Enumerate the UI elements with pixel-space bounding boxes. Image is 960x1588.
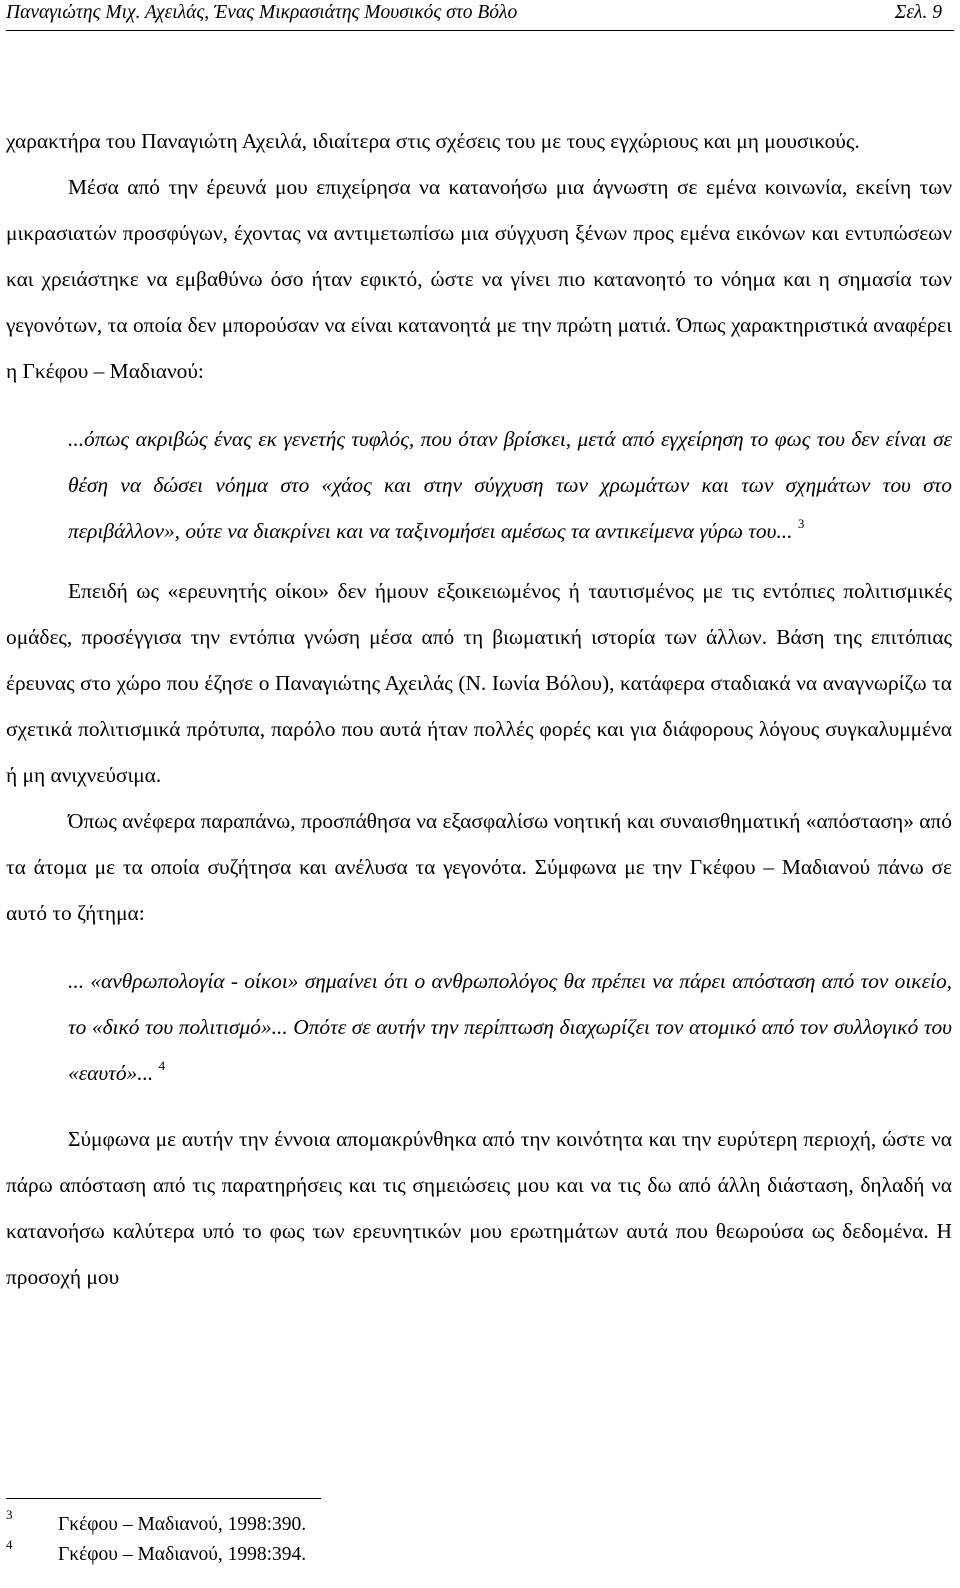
paragraph-continued: χαρακτήρα του Παναγιώτη Αχειλά, ιδιαίτερα στις σχέσεις του με τους εγχώριους και μη μουσικούς.: [6, 129, 860, 153]
page-number: Σελ. 9: [894, 2, 942, 23]
footnote-text: Γκέφου – Μαδιανού, 1998:390.: [58, 1514, 307, 1535]
footnote-text: Γκέφου – Μαδιανού, 1998:394.: [58, 1544, 307, 1565]
quote-text: ...όπως ακριβώς ένας εκ γενετής τυφλός, που όταν βρίσκει, μετά από εγχείρηση το φως του δεν είναι σε θέση να δώσει νόημα στο «χάος και στην σύγχυση των χρωμάτων και των σχημάτων του στο περιβάλλον», ούτε να διακρίνει και να ταξινομήσει αμέσως τα αντικείμενα γύρω του...: [68, 427, 952, 543]
paragraph: Επειδή ως «ερευνητής οίκοι» δεν ήμουν εξοικειωμένος ή ταυτισμένος με τις εντόπιες πολιτισμικές ομάδες, προσέγγισα την εντόπια γνώση μέσα από τη βιωματική ιστορία των άλλων. Βάση της επιτόπιας έρευνας στο χώρο που έζησε ο Παναγιώτης Αχειλάς (Ν. Ιωνία Βόλου), κατάφερα σταδιακά να αναγνωρίζω τα σχετικά πολιτισμικά πρότυπα, παρόλο που αυτά ήταν πολλές φορές και για διάφορους λόγους συγκαλυμμένα ή μη ανιχνεύσιμα.: [6, 579, 952, 787]
paragraph: Όπως ανέφερα παραπάνω, προσπάθησα να εξασφαλίσω νοητική και συναισθηματική «απόσταση» από τα άτομα με τα οποία συζήτησα και ανέλυσα τα γεγονότα. Σύμφωνα με την Γκέφου – Μαδιανού πάνω σε αυτό το ζήτημα:: [6, 809, 952, 925]
paragraph: Σύμφωνα με αυτήν την έννοια απομακρύνθηκα από την κοινότητα και την ευρύτερη περιοχή, ώστε να πάρω απόσταση από τις παρατηρήσεις και τις σημειώσεις μου και να τις δω από άλλη διάσταση, δηλαδή να κατανοήσω καλύτερα υπό το φως των ερευνητικών μου ερωτημάτων αυτά που θεωρούσα ως δεδομένα. Η προσοχή μου: [6, 1127, 952, 1289]
block-quote: [6, 416, 952, 554]
footnote: [6, 1506, 952, 1536]
footnote-ref[interactable]: 4: [158, 1058, 166, 1073]
document-body: [6, 118, 952, 1300]
footnote-ref[interactable]: 3: [797, 516, 805, 531]
running-title: Παναγιώτης Μιχ. Αχειλάς, Ένας Μικρασιάτης Μουσικός στο Βόλο: [6, 2, 518, 23]
footnote-number: 3: [6, 1507, 13, 1522]
block-quote: [6, 958, 952, 1096]
footnote-number: 4: [6, 1537, 13, 1552]
footnote-separator: [6, 1498, 321, 1499]
paragraph: Μέσα από την έρευνά μου επιχείρησα να κατανοήσω μια άγνωστη σε εμένα κοινωνία, εκείνη των μικρασιατών προσφύγων, έχοντας να αντιμετωπίσω μια σύγχυση ξένων προς εμένα εικόνων και εντυπώσεων και χρειάστηκε να εμβαθύνω όσο ήταν εφικτό, ώστε να γίνει πιο κατανοητό το νόημα και η σημασία των γεγονότων, τα οποία δεν μπορούσαν να είναι κατανοητά με την πρώτη ματιά. Όπως χαρακτηριστικά αναφέρει η Γκέφου – Μαδιανού:: [6, 175, 952, 383]
footnotes: [6, 1506, 952, 1566]
footnote: [6, 1536, 952, 1566]
page-header: [6, 0, 954, 31]
quote-text: ... «ανθρωπολογία - οίκοι» σημαίνει ότι ο ανθρωπολόγος θα πρέπει να πάρει απόσταση από τον οικείο, το «δικό του πολιτισμό»... Οπότε σε αυτήν την περίπτωση διαχωρίζει τον ατομικό από τον συλλογικό του «εαυτό»...: [68, 969, 952, 1085]
